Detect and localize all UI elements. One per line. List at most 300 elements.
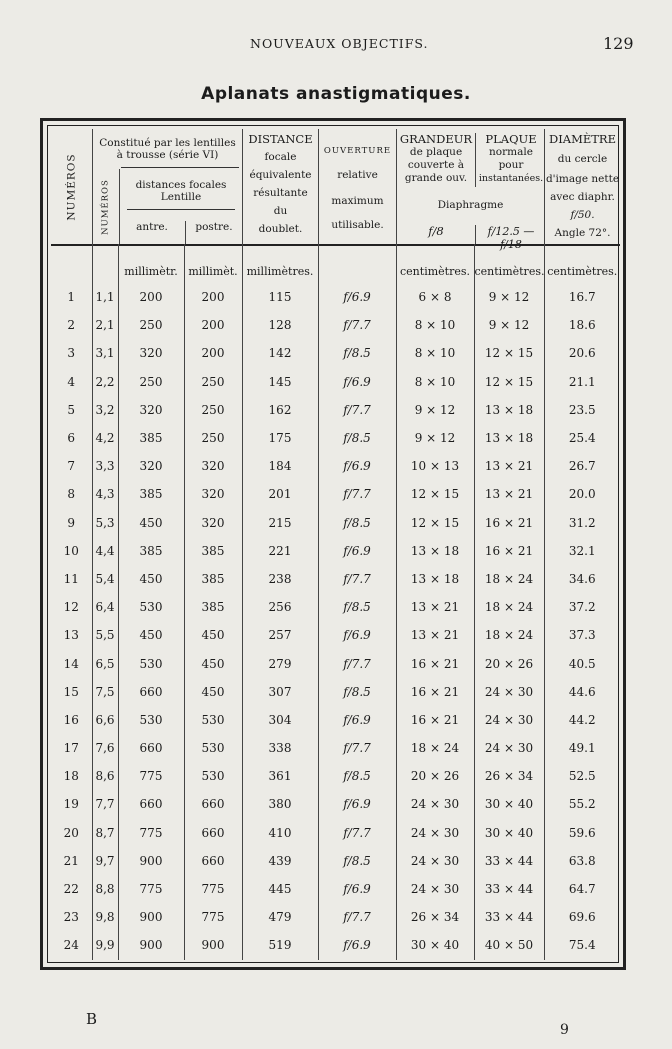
cell-plaque: 33 × 44 <box>474 847 544 875</box>
cell-lens: 5,3 <box>92 509 118 537</box>
table-row <box>51 283 620 311</box>
cell-diam: 31.2 <box>544 509 620 537</box>
cell-plaque: 26 × 34 <box>474 762 544 790</box>
signature-mark: B <box>86 1010 98 1028</box>
cell-ouv: f/8.5 <box>318 762 396 790</box>
cell-ant: 320 <box>118 396 184 424</box>
cell-grand: 12 × 15 <box>396 509 474 537</box>
table-row <box>51 819 620 847</box>
header-plaque <box>475 133 546 187</box>
cell-plaque: 12 × 15 <box>474 368 544 396</box>
cell-ouv: f/8.5 <box>318 847 396 875</box>
cell-dist: 145 <box>242 368 318 396</box>
cell-ant: 660 <box>118 734 184 762</box>
cell-lens: 7,6 <box>92 734 118 762</box>
cell-plaque: 13 × 21 <box>474 480 544 508</box>
cell-plaque: 33 × 44 <box>474 875 544 903</box>
cell-post: 530 <box>184 762 242 790</box>
cell-plaque: 13 × 18 <box>474 424 544 452</box>
table-row <box>51 903 620 931</box>
header-rule-2 <box>127 209 235 210</box>
cell-grand: 8 × 10 <box>396 368 474 396</box>
table-title: Aplanats anastigmatiques. <box>201 84 471 104</box>
cell-n: 15 <box>63 684 79 699</box>
cell-grand: 9 × 12 <box>396 424 474 452</box>
cell-ouv: f/6.9 <box>318 931 396 959</box>
cell-dist: 279 <box>242 649 318 677</box>
cell-ouv: f/8.5 <box>318 593 396 621</box>
cell-plaque: 13 × 21 <box>474 452 544 480</box>
table-row <box>51 565 620 593</box>
cell-grand: 8 × 10 <box>396 311 474 339</box>
cell-ouv: f/8.5 <box>318 678 396 706</box>
cell-ouv: f/8.5 <box>318 339 396 367</box>
cell-plaque: 9 × 12 <box>474 283 544 311</box>
cell-n: 6 <box>67 431 76 446</box>
cell-lens: 9,9 <box>92 931 118 959</box>
cell-n: 19 <box>63 797 79 812</box>
header-numeros-sub <box>93 169 120 244</box>
cell-grand: 26 × 34 <box>396 903 474 931</box>
cell-n: 14 <box>63 656 79 671</box>
cell-ouv: f/6.9 <box>318 283 396 311</box>
cell-lens: 6,6 <box>92 706 118 734</box>
cell-lens: 8,8 <box>92 875 118 903</box>
cell-diam: 23.5 <box>544 396 620 424</box>
cell-ant: 320 <box>118 452 184 480</box>
cell-ant: 660 <box>118 790 184 818</box>
cell-dist: 338 <box>242 734 318 762</box>
cell-plaque: 30 × 40 <box>474 790 544 818</box>
table-frame <box>40 118 626 970</box>
cell-dist: 221 <box>242 537 318 565</box>
cell-grand: 6 × 8 <box>396 283 474 311</box>
cell-grand: 30 × 40 <box>396 931 474 959</box>
table-row <box>51 790 620 818</box>
cell-diam: 69.6 <box>544 903 620 931</box>
units-row <box>51 244 620 283</box>
cell-plaque: 24 × 30 <box>474 734 544 762</box>
header-diametre-line2: du cercle <box>557 153 608 165</box>
cell-post: 250 <box>184 424 242 452</box>
header-diametre-line5: f/50. <box>570 209 595 221</box>
cell-post: 660 <box>184 790 242 818</box>
cell-dist: 439 <box>242 847 318 875</box>
header-post: postre. <box>195 221 233 233</box>
cell-post: 450 <box>184 621 242 649</box>
cell-dist: 307 <box>242 678 318 706</box>
cell-plaque: 18 × 24 <box>474 621 544 649</box>
cell-post: 385 <box>184 565 242 593</box>
cell-ouv: f/6.9 <box>318 790 396 818</box>
cell-post: 660 <box>184 819 242 847</box>
cell-ant: 900 <box>118 903 184 931</box>
cell-ant: 775 <box>118 875 184 903</box>
cell-ant: 385 <box>118 480 184 508</box>
sheet-number: 9 <box>560 1022 569 1038</box>
page-number: 129 <box>603 34 634 53</box>
cell-n: 11 <box>63 571 79 586</box>
units-distance: millimètres. <box>242 244 318 283</box>
cell-n: 23 <box>63 910 79 925</box>
cell-ant: 775 <box>118 762 184 790</box>
table-row <box>51 875 620 903</box>
data-table <box>51 244 620 960</box>
cell-n: 22 <box>63 882 79 897</box>
header-grandeur-line2: de plaque <box>409 146 463 158</box>
cell-lens: 8,7 <box>92 819 118 847</box>
cell-dist: 361 <box>242 762 318 790</box>
cell-n: 17 <box>63 741 79 756</box>
cell-diam: 59.6 <box>544 819 620 847</box>
cell-diam: 32.1 <box>544 537 620 565</box>
cell-post: 775 <box>184 875 242 903</box>
header-numeros <box>51 129 92 244</box>
cell-post: 450 <box>184 649 242 677</box>
cell-post: 320 <box>184 452 242 480</box>
cell-diam: 20.6 <box>544 339 620 367</box>
units-post: millimèt. <box>184 244 242 283</box>
cell-ant: 320 <box>118 339 184 367</box>
header-diaphragme: Diaphragme <box>437 199 504 211</box>
cell-plaque: 18 × 24 <box>474 593 544 621</box>
cell-ouv: f/6.9 <box>318 706 396 734</box>
cell-dist: 256 <box>242 593 318 621</box>
table-row <box>51 734 620 762</box>
header-numeros-label: NUMÉROS <box>65 152 77 221</box>
cell-dist: 184 <box>242 452 318 480</box>
cell-ant: 250 <box>118 311 184 339</box>
cell-ant: 530 <box>118 649 184 677</box>
header-grandeur-plaque <box>396 129 544 251</box>
cell-n: 18 <box>63 769 79 784</box>
cell-lens: 3,3 <box>92 452 118 480</box>
table-row <box>51 593 620 621</box>
header-distance-line6: doublet. <box>258 223 303 235</box>
cell-lens: 7,7 <box>92 790 118 818</box>
cell-diam: 16.7 <box>544 283 620 311</box>
cell-ant: 200 <box>118 283 184 311</box>
header-plaque-line1: PLAQUE <box>485 132 537 146</box>
header-numeros-sub-label: NUMÉROS <box>100 178 111 235</box>
cell-n: 7 <box>67 459 76 474</box>
table-row <box>51 762 620 790</box>
cell-lens: 4,4 <box>92 537 118 565</box>
cell-post: 660 <box>184 847 242 875</box>
header-distance-line2: focale <box>264 151 297 163</box>
header-rule <box>121 167 239 168</box>
table-header <box>51 129 620 251</box>
cell-diam: 20.0 <box>544 480 620 508</box>
cell-lens: 9,8 <box>92 903 118 931</box>
cell-ant: 900 <box>118 931 184 959</box>
cell-ouv: f/7.7 <box>318 565 396 593</box>
cell-ouv: f/7.7 <box>318 734 396 762</box>
cell-diam: 18.6 <box>544 311 620 339</box>
cell-n: 3 <box>67 346 76 361</box>
cell-plaque: 30 × 40 <box>474 819 544 847</box>
table-row <box>51 452 620 480</box>
cell-diam: 52.5 <box>544 762 620 790</box>
cell-diam: 25.4 <box>544 424 620 452</box>
units-diametre: centimètres. <box>544 244 620 283</box>
cell-ouv: f/7.7 <box>318 396 396 424</box>
table-row <box>51 339 620 367</box>
header-grandeur-line4: grande ouv. <box>404 172 468 184</box>
units-empty <box>318 244 396 283</box>
cell-diam: 63.8 <box>544 847 620 875</box>
units-empty <box>51 244 92 283</box>
header-grandeur-line3: couverte à <box>407 159 465 171</box>
header-diametre-line1: DIAMÈTRE <box>549 132 616 146</box>
cell-diam: 75.4 <box>544 931 620 959</box>
cell-dist: 142 <box>242 339 318 367</box>
cell-ant: 450 <box>118 621 184 649</box>
cell-n: 8 <box>67 487 76 502</box>
cell-plaque: 16 × 21 <box>474 537 544 565</box>
cell-grand: 16 × 21 <box>396 649 474 677</box>
table-row <box>51 621 620 649</box>
cell-diam: 64.7 <box>544 875 620 903</box>
table-row <box>51 509 620 537</box>
cell-post: 250 <box>184 396 242 424</box>
cell-post: 450 <box>184 678 242 706</box>
cell-grand: 24 × 30 <box>396 847 474 875</box>
header-ouverture-line3: maximum <box>331 195 384 207</box>
cell-post: 385 <box>184 537 242 565</box>
table-row <box>51 537 620 565</box>
cell-lens: 2,1 <box>92 311 118 339</box>
cell-dist: 380 <box>242 790 318 818</box>
cell-lens: 7,5 <box>92 678 118 706</box>
cell-n: 16 <box>63 712 79 727</box>
header-f8: f/8 <box>428 224 444 238</box>
cell-dist: 162 <box>242 396 318 424</box>
table-row <box>51 311 620 339</box>
cell-plaque: 9 × 12 <box>474 311 544 339</box>
cell-lens: 5,5 <box>92 621 118 649</box>
cell-ant: 385 <box>118 537 184 565</box>
cell-grand: 16 × 21 <box>396 678 474 706</box>
cell-dist: 410 <box>242 819 318 847</box>
cell-plaque: 18 × 24 <box>474 565 544 593</box>
cell-post: 900 <box>184 931 242 959</box>
cell-diam: 34.6 <box>544 565 620 593</box>
cell-ant: 660 <box>118 678 184 706</box>
cell-ouv: f/7.7 <box>318 903 396 931</box>
cell-ant: 250 <box>118 368 184 396</box>
header-constitue-line2: à trousse (série VI) <box>116 149 219 161</box>
cell-ant: 450 <box>118 509 184 537</box>
cell-lens: 6,5 <box>92 649 118 677</box>
cell-ant: 530 <box>118 706 184 734</box>
table-row <box>51 931 620 959</box>
cell-grand: 10 × 13 <box>396 452 474 480</box>
cell-n: 12 <box>63 600 79 615</box>
header-distance <box>242 129 318 244</box>
header-diametre-line6: Angle 72°. <box>554 227 611 239</box>
cell-dist: 257 <box>242 621 318 649</box>
cell-post: 200 <box>184 283 242 311</box>
cell-diam: 26.7 <box>544 452 620 480</box>
cell-plaque: 24 × 30 <box>474 706 544 734</box>
table-row <box>51 649 620 677</box>
cell-dist: 479 <box>242 903 318 931</box>
cell-grand: 8 × 10 <box>396 339 474 367</box>
header-ouverture-line2: relative <box>337 169 378 181</box>
cell-n: 21 <box>63 853 79 868</box>
cell-ouv: f/7.7 <box>318 819 396 847</box>
cell-grand: 24 × 30 <box>396 819 474 847</box>
header-plaque-line3: pour <box>498 159 524 171</box>
header-plaque-line4: instantanées. <box>478 173 544 184</box>
header-grandeur-line1: GRANDEUR <box>399 132 473 146</box>
cell-grand: 9 × 12 <box>396 396 474 424</box>
units-plaque: centimètres. <box>474 244 544 283</box>
header-distance-line4: résultante <box>253 187 308 199</box>
cell-diam: 21.1 <box>544 368 620 396</box>
header-constitue <box>92 129 242 244</box>
cell-post: 775 <box>184 903 242 931</box>
cell-ouv: f/6.9 <box>318 875 396 903</box>
cell-ouv: f/6.9 <box>318 537 396 565</box>
cell-grand: 13 × 18 <box>396 537 474 565</box>
cell-grand: 12 × 15 <box>396 480 474 508</box>
units-ant: millimètr. <box>118 244 184 283</box>
cell-n: 2 <box>67 318 76 333</box>
cell-lens: 4,3 <box>92 480 118 508</box>
cell-n: 1 <box>67 290 76 305</box>
cell-post: 200 <box>184 311 242 339</box>
cell-diam: 55.2 <box>544 790 620 818</box>
cell-n: 24 <box>63 938 79 953</box>
cell-plaque: 33 × 44 <box>474 903 544 931</box>
header-f125: f/12.5 — f/18 <box>475 225 546 244</box>
cell-lens: 4,2 <box>92 424 118 452</box>
cell-diam: 37.3 <box>544 621 620 649</box>
cell-grand: 13 × 21 <box>396 621 474 649</box>
header-grandeur <box>397 133 475 185</box>
header-plaque-line2: normale <box>489 146 533 158</box>
header-distance-line1: DISTANCE <box>248 132 313 146</box>
cell-plaque: 12 × 15 <box>474 339 544 367</box>
cell-post: 530 <box>184 734 242 762</box>
header-ouverture <box>318 129 396 244</box>
cell-n: 4 <box>67 374 76 389</box>
cell-dist: 175 <box>242 424 318 452</box>
cell-ant: 385 <box>118 424 184 452</box>
cell-ouv: f/7.7 <box>318 480 396 508</box>
cell-grand: 20 × 26 <box>396 762 474 790</box>
header-distances-focales: distances focales <box>135 179 227 191</box>
header-diametre-line3: d'image nette <box>545 173 620 185</box>
cell-n: 13 <box>63 628 79 643</box>
cell-plaque: 40 × 50 <box>474 931 544 959</box>
cell-dist: 304 <box>242 706 318 734</box>
header-ouverture-line4: utilisable. <box>331 219 384 231</box>
header-distance-line5: du <box>273 205 288 217</box>
cell-ant: 775 <box>118 819 184 847</box>
cell-lens: 3,2 <box>92 396 118 424</box>
header-ant: antre. <box>119 221 186 244</box>
cell-lens: 6,4 <box>92 593 118 621</box>
cell-diam: 49.1 <box>544 734 620 762</box>
cell-plaque: 24 × 30 <box>474 678 544 706</box>
cell-lens: 8,6 <box>92 762 118 790</box>
cell-post: 320 <box>184 509 242 537</box>
cell-plaque: 16 × 21 <box>474 509 544 537</box>
cell-plaque: 20 × 26 <box>474 649 544 677</box>
cell-ouv: f/8.5 <box>318 509 396 537</box>
cell-diam: 40.5 <box>544 649 620 677</box>
units-grandeur: centimètres. <box>396 244 474 283</box>
cell-lens: 1,1 <box>92 283 118 311</box>
cell-n: 5 <box>67 402 76 417</box>
table-row <box>51 706 620 734</box>
cell-grand: 13 × 18 <box>396 565 474 593</box>
cell-dist: 115 <box>242 283 318 311</box>
table-row <box>51 368 620 396</box>
cell-ouv: f/7.7 <box>318 311 396 339</box>
cell-post: 320 <box>184 480 242 508</box>
header-diametre <box>544 129 620 244</box>
header-lentille: Lentille <box>160 191 202 203</box>
cell-grand: 16 × 21 <box>396 706 474 734</box>
cell-ouv: f/6.9 <box>318 368 396 396</box>
running-head: NOUVEAUX OBJECTIFS. <box>250 36 429 51</box>
cell-ouv: f/6.9 <box>318 452 396 480</box>
cell-grand: 24 × 30 <box>396 875 474 903</box>
cell-grand: 13 × 21 <box>396 593 474 621</box>
table-row <box>51 424 620 452</box>
cell-diam: 44.6 <box>544 678 620 706</box>
cell-dist: 445 <box>242 875 318 903</box>
table-row <box>51 480 620 508</box>
cell-lens: 9,7 <box>92 847 118 875</box>
header-diametre-line4: avec diaphr. <box>550 191 615 203</box>
cell-n: 20 <box>63 825 79 840</box>
cell-plaque: 13 × 18 <box>474 396 544 424</box>
table-row <box>51 678 620 706</box>
cell-post: 530 <box>184 706 242 734</box>
cell-lens: 2,2 <box>92 368 118 396</box>
cell-lens: 3,1 <box>92 339 118 367</box>
cell-ouv: f/8.5 <box>318 424 396 452</box>
cell-diam: 37.2 <box>544 593 620 621</box>
cell-dist: 215 <box>242 509 318 537</box>
table-row <box>51 847 620 875</box>
cell-lens: 5,4 <box>92 565 118 593</box>
cell-n: 10 <box>63 543 79 558</box>
cell-dist: 519 <box>242 931 318 959</box>
cell-dist: 238 <box>242 565 318 593</box>
units-empty <box>92 244 118 283</box>
cell-dist: 128 <box>242 311 318 339</box>
cell-ant: 450 <box>118 565 184 593</box>
cell-grand: 18 × 24 <box>396 734 474 762</box>
cell-post: 200 <box>184 339 242 367</box>
cell-ant: 900 <box>118 847 184 875</box>
cell-post: 385 <box>184 593 242 621</box>
cell-n: 9 <box>67 515 76 530</box>
cell-post: 250 <box>184 368 242 396</box>
cell-grand: 24 × 30 <box>396 790 474 818</box>
header-distance-line3: équivalente <box>249 169 312 181</box>
header-ouverture-line1: OUVERTURE <box>323 146 392 156</box>
header-constitue-line1: Constitué par les lentilles <box>99 137 236 149</box>
cell-ouv: f/6.9 <box>318 621 396 649</box>
cell-ouv: f/7.7 <box>318 649 396 677</box>
